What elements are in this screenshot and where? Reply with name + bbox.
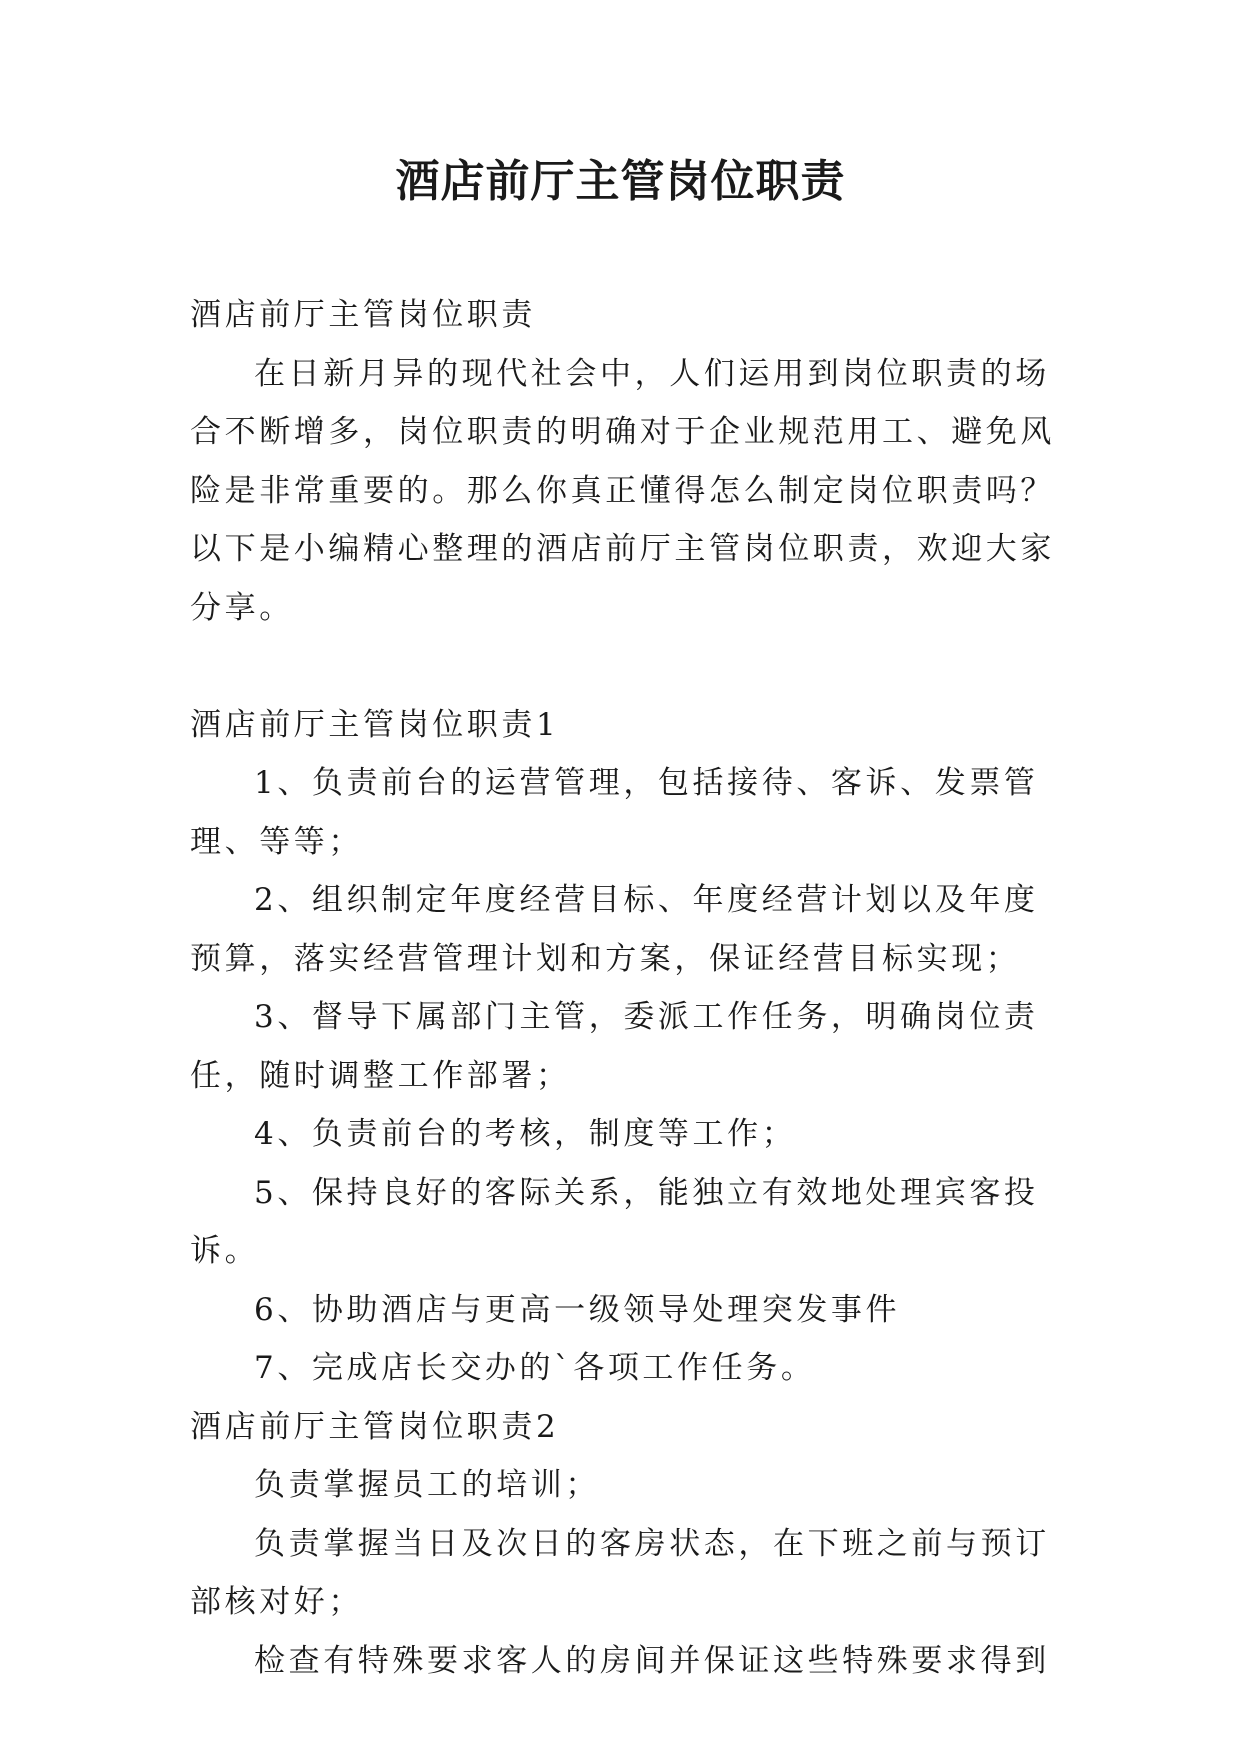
section-1-item: 6、协助酒店与更高一级领导处理突发事件 [254, 1291, 901, 1328]
section-2-item: 负责掌握当日及次日的客房状态，在下班之前与预订部核对好； [190, 1525, 1050, 1620]
section-2-item: 检查有特殊要求客人的房间并保证这些特殊要求得到 [254, 1642, 1050, 1679]
section-1-item: 4、负责前台的考核，制度等工作； [254, 1116, 797, 1152]
section-1-item: 1、负责前台的运营管理，包括接待、客诉、发票管理、等等； [190, 765, 1039, 860]
document-body [190, 286, 1070, 1690]
paragraph-spacer [190, 637, 1070, 696]
section-2-item: 负责掌握员工的培训； [254, 1467, 600, 1503]
section-1-item: 7、完成店长交办的`各项工作任务。 [254, 1350, 816, 1386]
section-1-item: 3、督导下属部门主管，委派工作任务，明确岗位责任，随时调整工作部署； [190, 999, 1039, 1094]
document-title: 酒店前厅主管岗位职责 [395, 156, 846, 207]
intro-paragraph: 在日新月异的现代社会中，人们运用到岗位职责的场合不断增多，岗位职责的明确对于企业规范用工、避免风险是非常重要的。那么你真正懂得怎么制定岗位职责吗？以下是小编精心整理的酒店前厅主管岗位职责，欢迎大家分享。 [190, 355, 1055, 626]
section-1-item: 5、保持良好的客际关系，能独立有效地处理宾客投诉。 [190, 1174, 1039, 1269]
section-1-heading: 酒店前厅主管岗位职责1 [190, 706, 560, 743]
section-2-heading: 酒店前厅主管岗位职责2 [190, 1408, 560, 1445]
section-1-item: 2、组织制定年度经营目标、年度经营计划以及年度预算，落实经营管理计划和方案，保证经营目标实现； [190, 882, 1039, 977]
intro-heading: 酒店前厅主管岗位职责 [190, 297, 536, 333]
